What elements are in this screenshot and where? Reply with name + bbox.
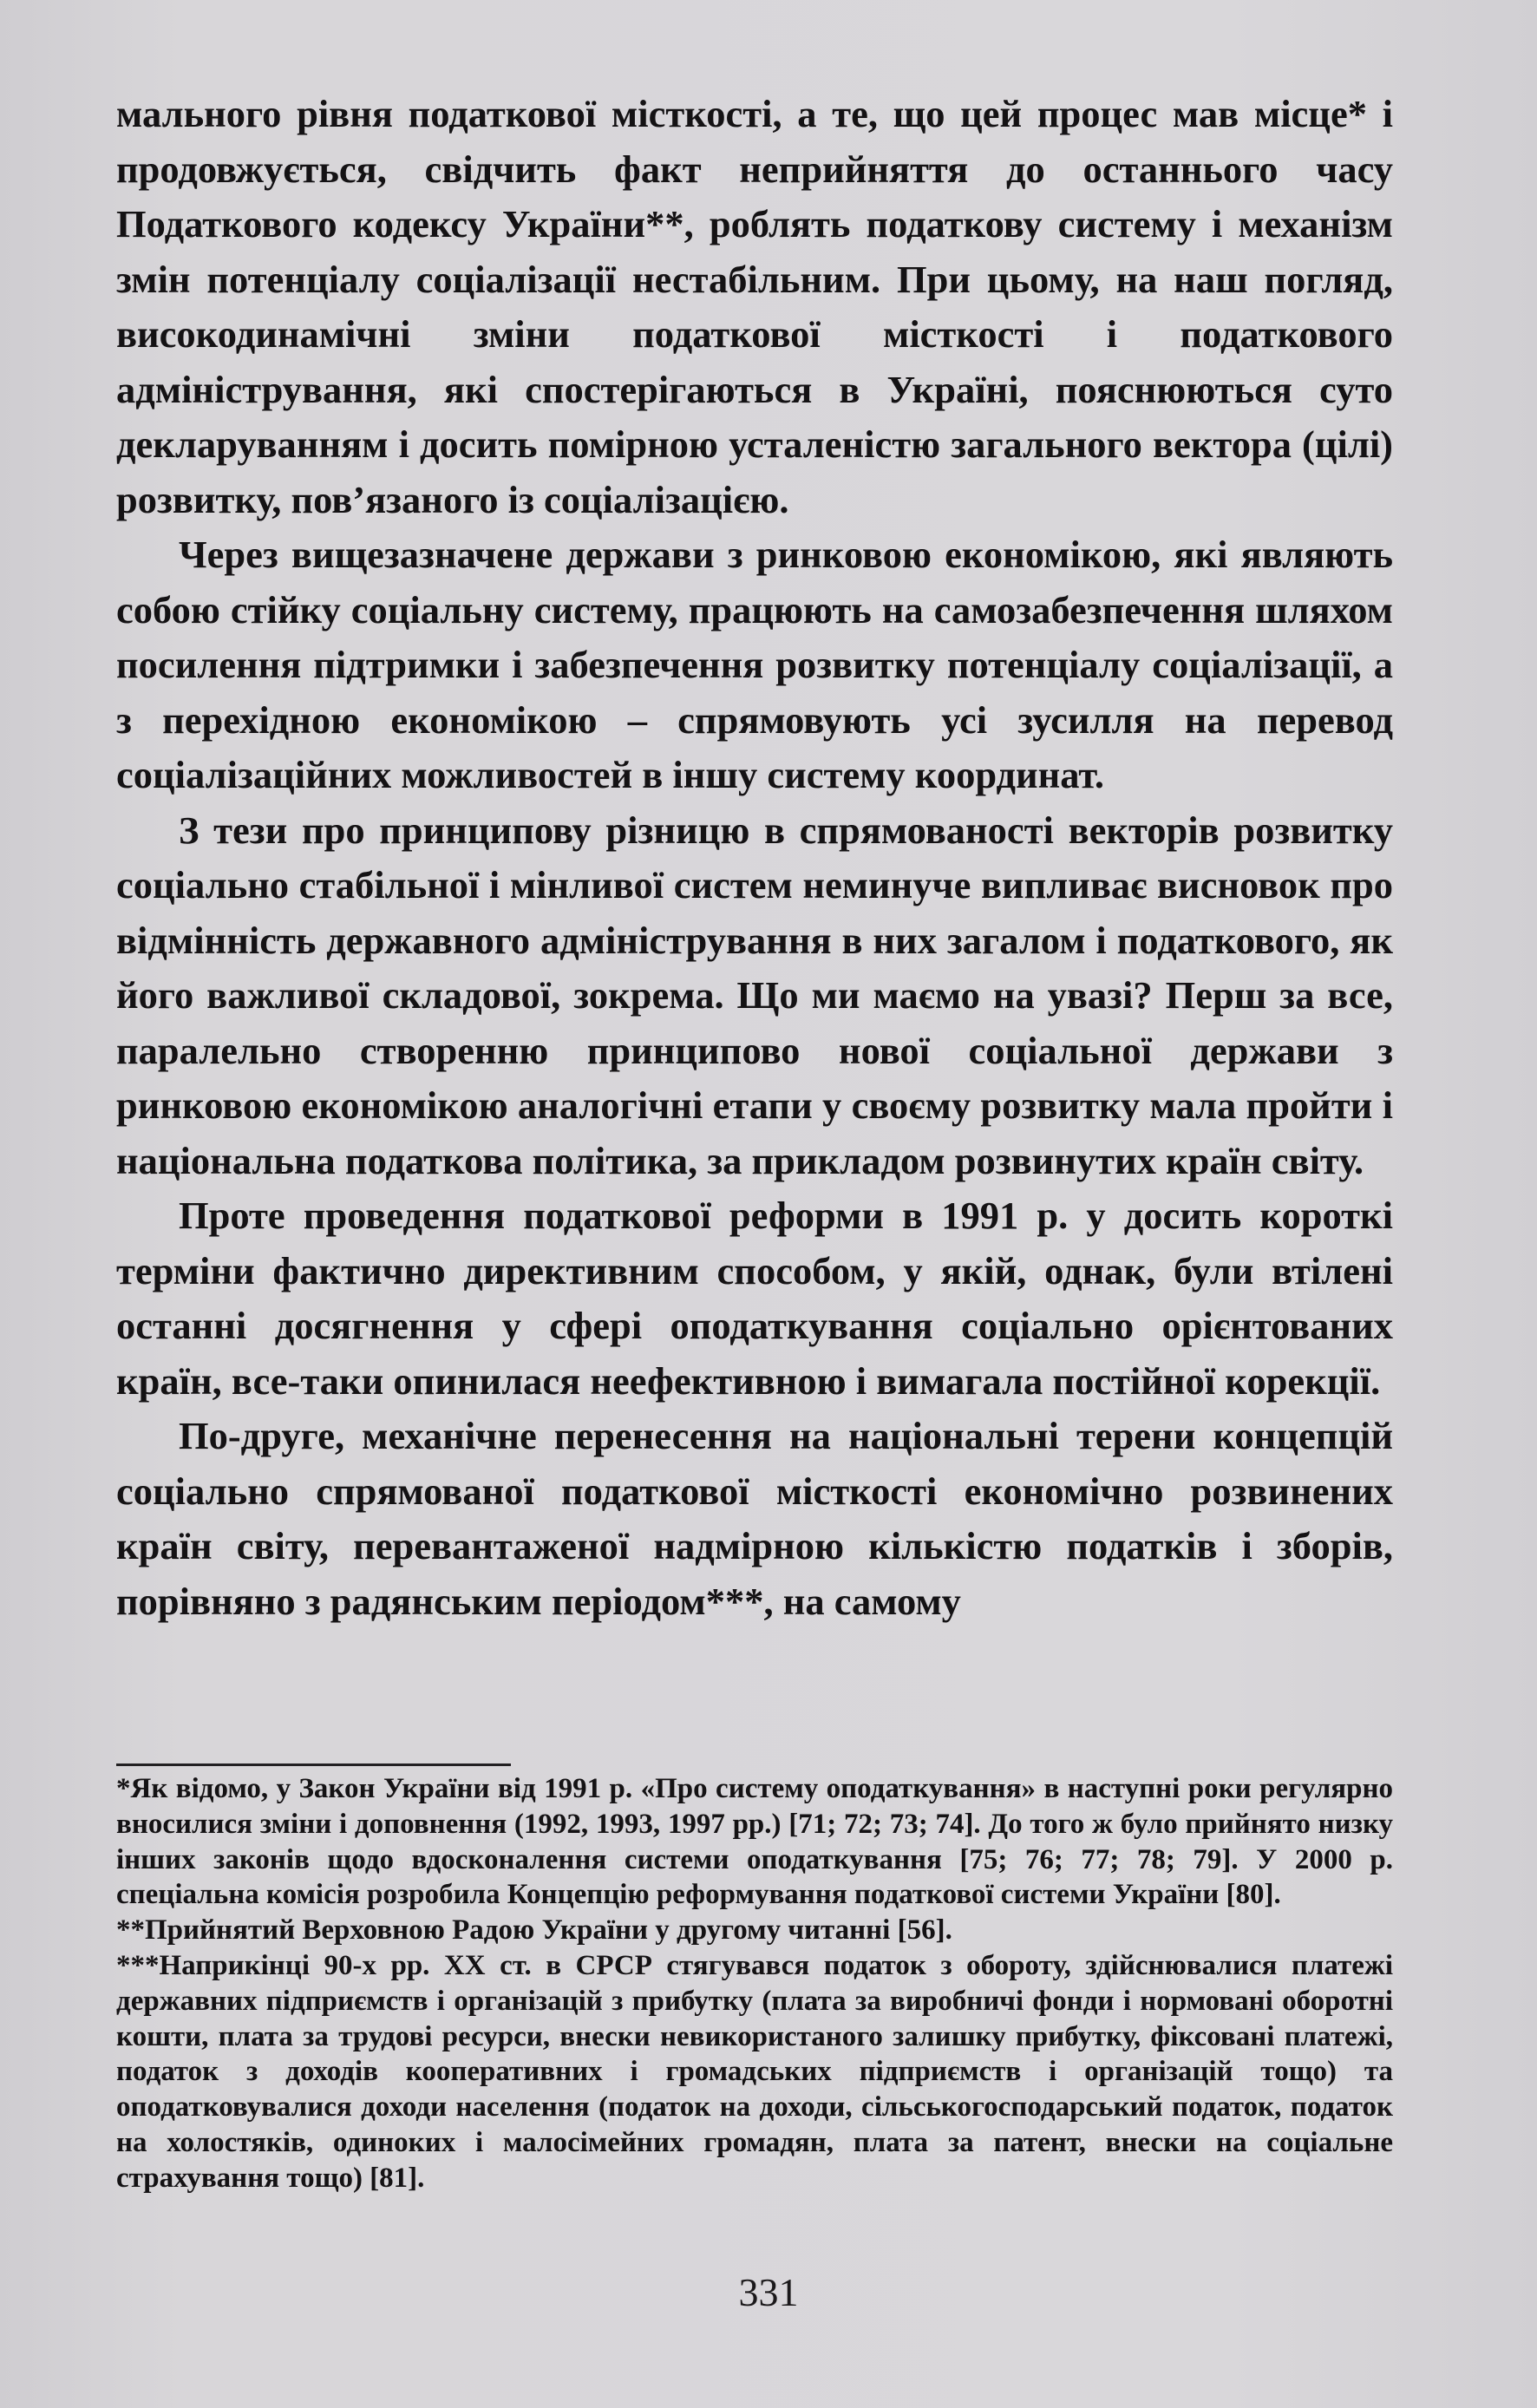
main-text bbox=[116, 87, 1393, 1629]
footnotes bbox=[116, 1771, 1393, 2196]
footnote-3: ***Наприкінці 90-х рр. XX ст. в СРСР стягувався податок з обороту, здійснювалися платежі державних підприємств і організацій з прибутку (плата за виробничі фонди і нормовані оборотні кошти, плата за трудові ресурси, внески невикористаного залишку прибутку, фіксовані платежі, податок з доходів кооперативних і громадських підприємств і організацій тощо) та оподатковувалися доходи населення (податок на доходи, сільськогосподарський податок, податок на холостяків, одиноких і малосімейних громадян, плата за патент, внески на соціальне страхування тощо) [81]. bbox=[116, 1949, 1393, 2194]
paragraph-4: Проте проведення податкової реформи в 1991 р. у досить короткі терміни фактично директивним способом, у якій, однак, були втілені останні досягнення у сфері оподаткування соціально орієнтованих країн, все-таки опинилася неефективною і вимагала постійної корекції. bbox=[116, 1194, 1393, 1403]
page-number: 331 bbox=[738, 2270, 799, 2314]
paragraph-3: З тези про принципову різницю в спрямованості векторів розвитку соціально стабільної і мінливої систем неминуче випливає висновок про відмінність державного адміністрування в них загалом і податкового, як його важливої складової, зокрема. Що ми маємо на увазі? Перш за все, паралельно створенню принципово нової соціальної держави з ринковою економікою аналогічні етапи у своєму розвитку мала пройти і національна податкова політика, за прикладом розвинутих країн світу. bbox=[116, 808, 1393, 1182]
footnote-2: **Прийнятий Верховною Радою України у другому читанні [56]. bbox=[116, 1914, 952, 1947]
footnote-separator bbox=[116, 1763, 511, 1766]
paragraph-1: мального рівня податкової місткості, а те, що цей процес мав місце* і продовжується, свідчить факт неприйняття до останнього часу Податкового кодексу України**, роблять податкову систему і механізм змін потенціалу соціалізації нестабільним. При цьому, на наш погляд, високодинамічні зміни податкової місткості і податкового адміністрування, які спостерігаються в Україні, пояснюються суто декларуванням і досить помірною усталеністю загального вектора (цілі) розвитку, пов’язаного із соціалізацією. bbox=[116, 92, 1393, 521]
paragraph-5: По-друге, механічне перенесення на національні терени концепцій соціально спрямованої податкової місткості економічно розвинених країн світу, перевантаженої надмірною кількістю податків і зборів, порівняно з радянським періодом***, на самому bbox=[116, 1414, 1393, 1623]
footnote-1: *Як відомо, у Закон України від 1991 р. «Про систему оподаткування» в наступні роки регулярно вносилися зміни і доповнення (1992, 1993, 1997 рр.) [71; 72; 73; 74]. До того ж було прийнято низку інших законів щодо вдосконалення системи оподаткування [75; 76; 77; 78; 79]. У 2000 р. спеціальна комісія розробила Концепцію реформування податкової системи України [80]. bbox=[116, 1773, 1393, 1911]
paragraph-2: Через вищезазначене держави з ринковою економікою, які являють собою стійку соціальну систему, працюють на самозабезпечення шляхом посилення підтримки і забезпечення розвитку потенціалу соціалізації, а з перехідною економікою – спрямовують усі зусилля на перевод соціалізаційних можливостей в іншу систему координат. bbox=[116, 533, 1393, 796]
